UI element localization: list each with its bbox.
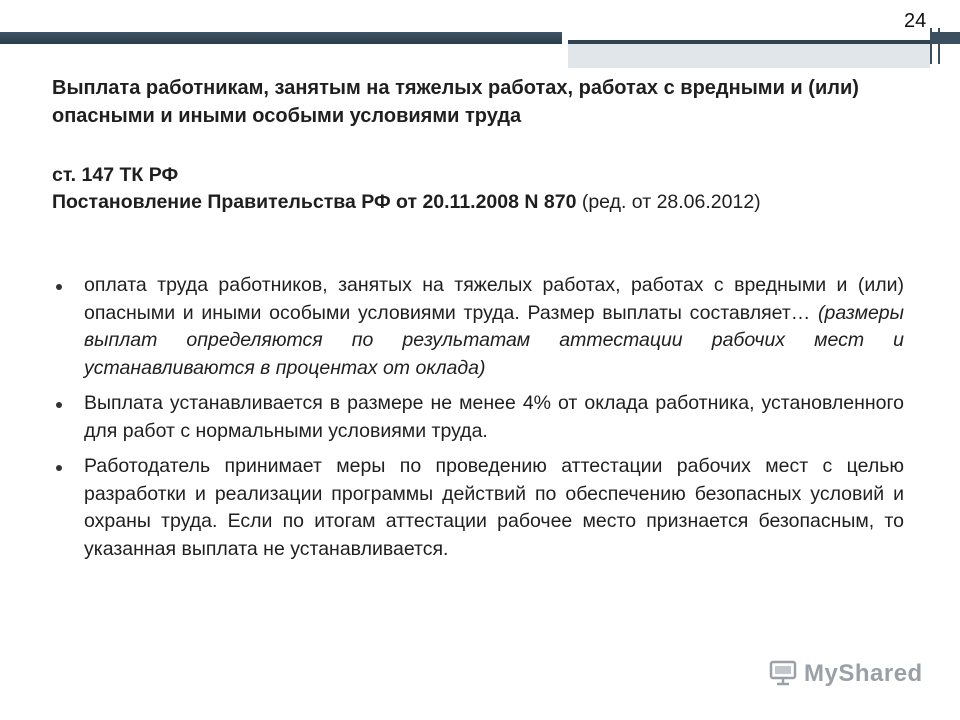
bullet-text: Работодатель принимает меры по проведению аттестации рабочих мест с целью разработки и реализации программы действий по обеспечению безопасных условий и охраны труда. Если по итогам аттестации рабочее место признается безопасным, то указанная выплата не устанавливается. <box>84 455 904 560</box>
legal-references <box>52 162 912 216</box>
vertical-rule <box>930 28 932 64</box>
bullet-list <box>56 272 904 571</box>
slide-title: Выплата работникам, занятым на тяжелых работах, работах с вредными и (или) опасными и иными особыми условиями труда <box>52 77 859 127</box>
bullet-dot-icon <box>56 465 62 471</box>
page-number: 24 <box>904 10 927 32</box>
bullet-text: оплата труда работников, занятых на тяжелых работах, работах с вредными и (или) опасными и иными особыми условиями труда. Размер выплаты составляет… <box>84 274 904 324</box>
decree-reference <box>52 189 912 216</box>
bullet-dot-icon <box>56 402 62 408</box>
decree-edition: (ред. от 28.06.2012) <box>576 191 761 213</box>
decree-title: Постановление Правительства РФ от 20.11.2008 N 870 <box>52 191 577 213</box>
top-bar-left <box>0 32 562 44</box>
logo <box>768 656 923 692</box>
top-bar-right-fill <box>930 32 960 44</box>
top-bar-right <box>568 40 930 68</box>
bullet-italic-note: (размеры выплат определяются по результатам аттестации рабочих мест и устанавливаются в процентах от оклада) <box>84 301 904 379</box>
projector-screen-icon <box>768 657 798 692</box>
bullet-item <box>56 453 904 563</box>
bullet-text: Выплата устанавливается в размере не менее 4% от оклада работника, установленного для работ с нормальными условиями труда. <box>84 392 904 442</box>
bullet-item <box>56 390 904 445</box>
bullet-dot-icon <box>56 284 62 290</box>
logo-text: MyShared <box>804 660 923 687</box>
vertical-rule-2 <box>938 28 940 64</box>
bullet-item <box>56 272 904 382</box>
article-reference: ст. 147 ТК РФ <box>52 164 179 186</box>
